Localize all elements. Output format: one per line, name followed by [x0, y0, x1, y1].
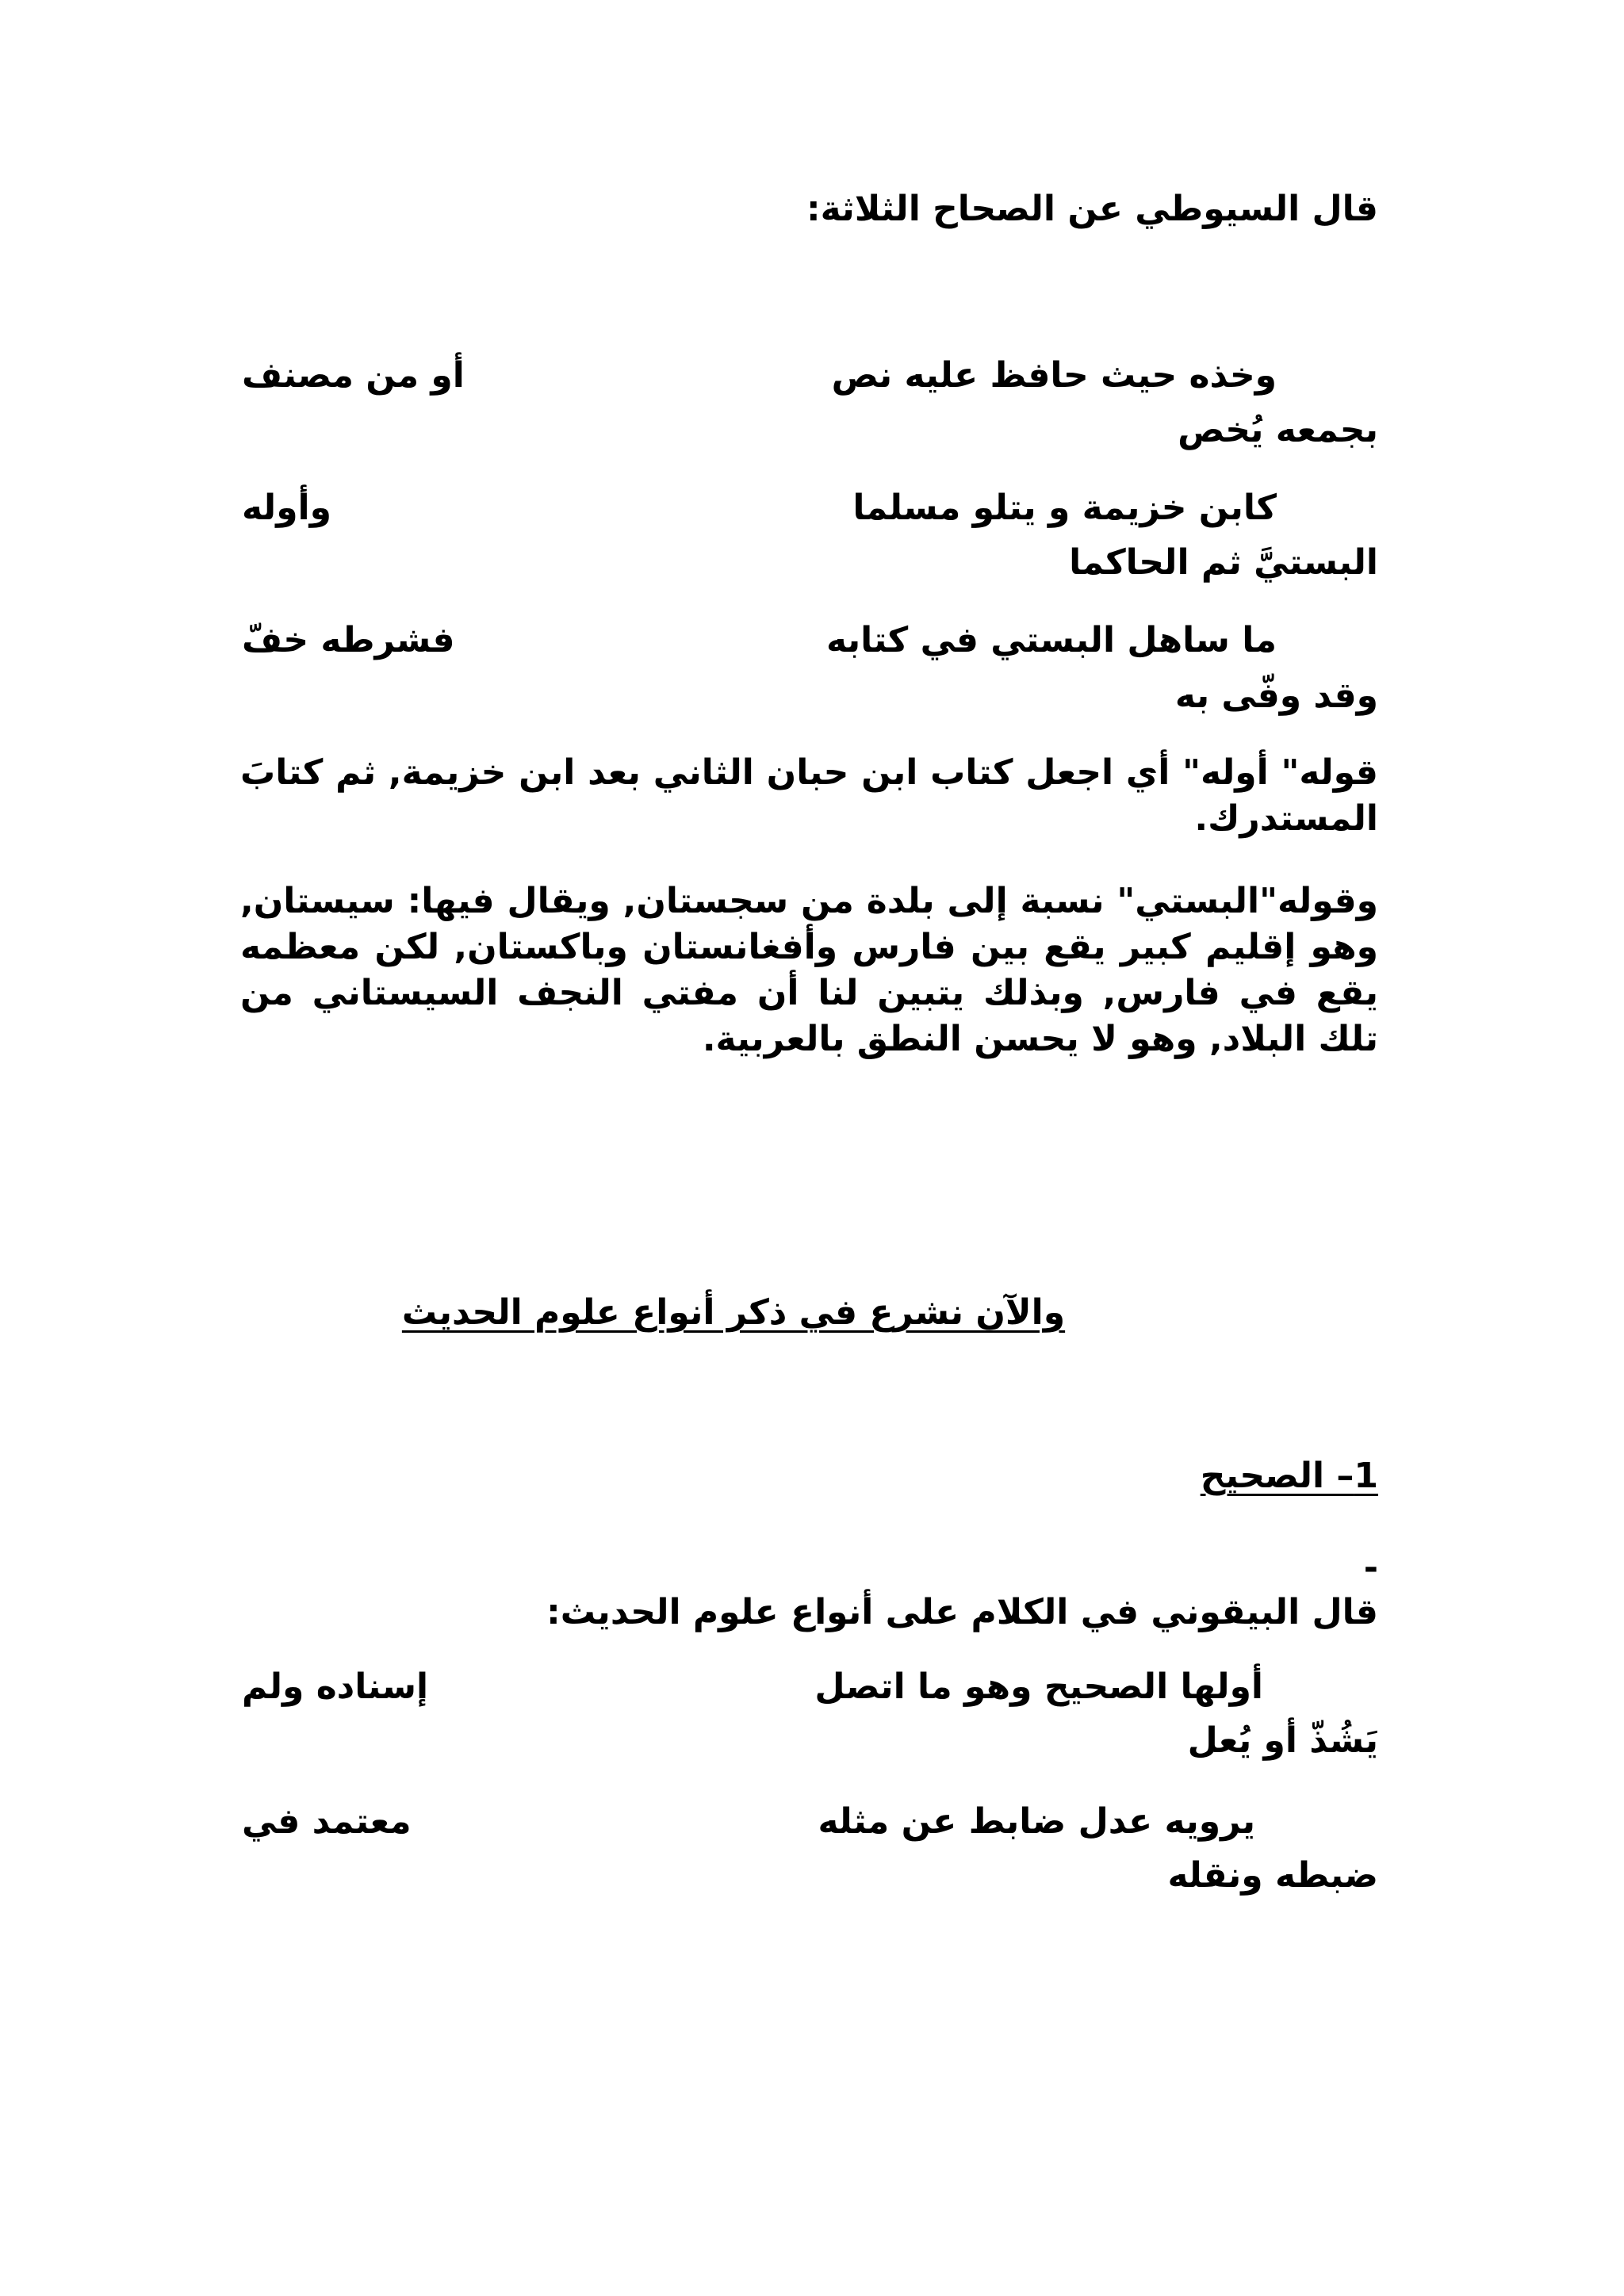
- verse1-first-half: وخذه حيث حافظ عليه نص: [831, 355, 1277, 396]
- verse4-second-half-end: يَشُذّ أو يُعل: [1187, 1720, 1378, 1761]
- verse3-second-half-start: فشرطه خفّ: [242, 620, 455, 660]
- subsection-title: 1– الصحيح: [1200, 1456, 1378, 1496]
- stray-mark: -: [1363, 1548, 1378, 1588]
- verse1-second-half-end: بجمعه يُخص: [1178, 410, 1378, 450]
- verse4-first-half: أولها الصحيح وهو ما اتصل: [814, 1667, 1263, 1707]
- verse3-first-half: ما ساهل البستي في كتابه: [825, 620, 1277, 660]
- verse2-second-half-end: البستيَّ ثم الحاكما: [1069, 542, 1378, 583]
- baiquni-intro: قال البيقوني في الكلام على أنواع علوم الحديث:: [546, 1592, 1378, 1632]
- verse5-first-half: يرويه عدل ضابط عن مثله: [818, 1801, 1255, 1842]
- commentary-paragraph-1: قوله" أوله" أي اجعل كتاب ابن حبان الثاني بعد ابن خزيمة, ثم كتابَ المستدرك.: [240, 752, 1378, 839]
- verse2-first-half: كابن خزيمة و يتلو مسلما: [852, 488, 1277, 528]
- verse1-second-half-start: أو من مصنف: [242, 355, 465, 396]
- verse2-second-half-start: وأوله: [242, 488, 331, 528]
- section-title: والآن نشرع في ذكر أنواع علوم الحديث: [401, 1292, 1066, 1333]
- commentary-paragraph-2: وقوله"البستي" نسبة إلى بلدة من سجستان, ويقال فيها: سيستان, وهو إقليم كبير يقع بين فارس وأفغانستان وباكستان, لكن معظمه يقع في فارس, وبذلك يتبين لنا أن مفتي النجف السيستاني من تلك البلاد, وهو لا يحسن النطق بالعربية.: [240, 881, 1378, 1059]
- verse4-second-half-start: إسناده ولم: [242, 1667, 429, 1707]
- intro-heading: قال السيوطي عن الصحاح الثلاثة:: [806, 189, 1378, 229]
- verse5-second-half-end: ضبطه ونقله: [1167, 1855, 1378, 1896]
- verse5-second-half-start: معتمد في: [242, 1801, 412, 1842]
- verse3-second-half-end: وقد وفّى به: [1174, 675, 1378, 716]
